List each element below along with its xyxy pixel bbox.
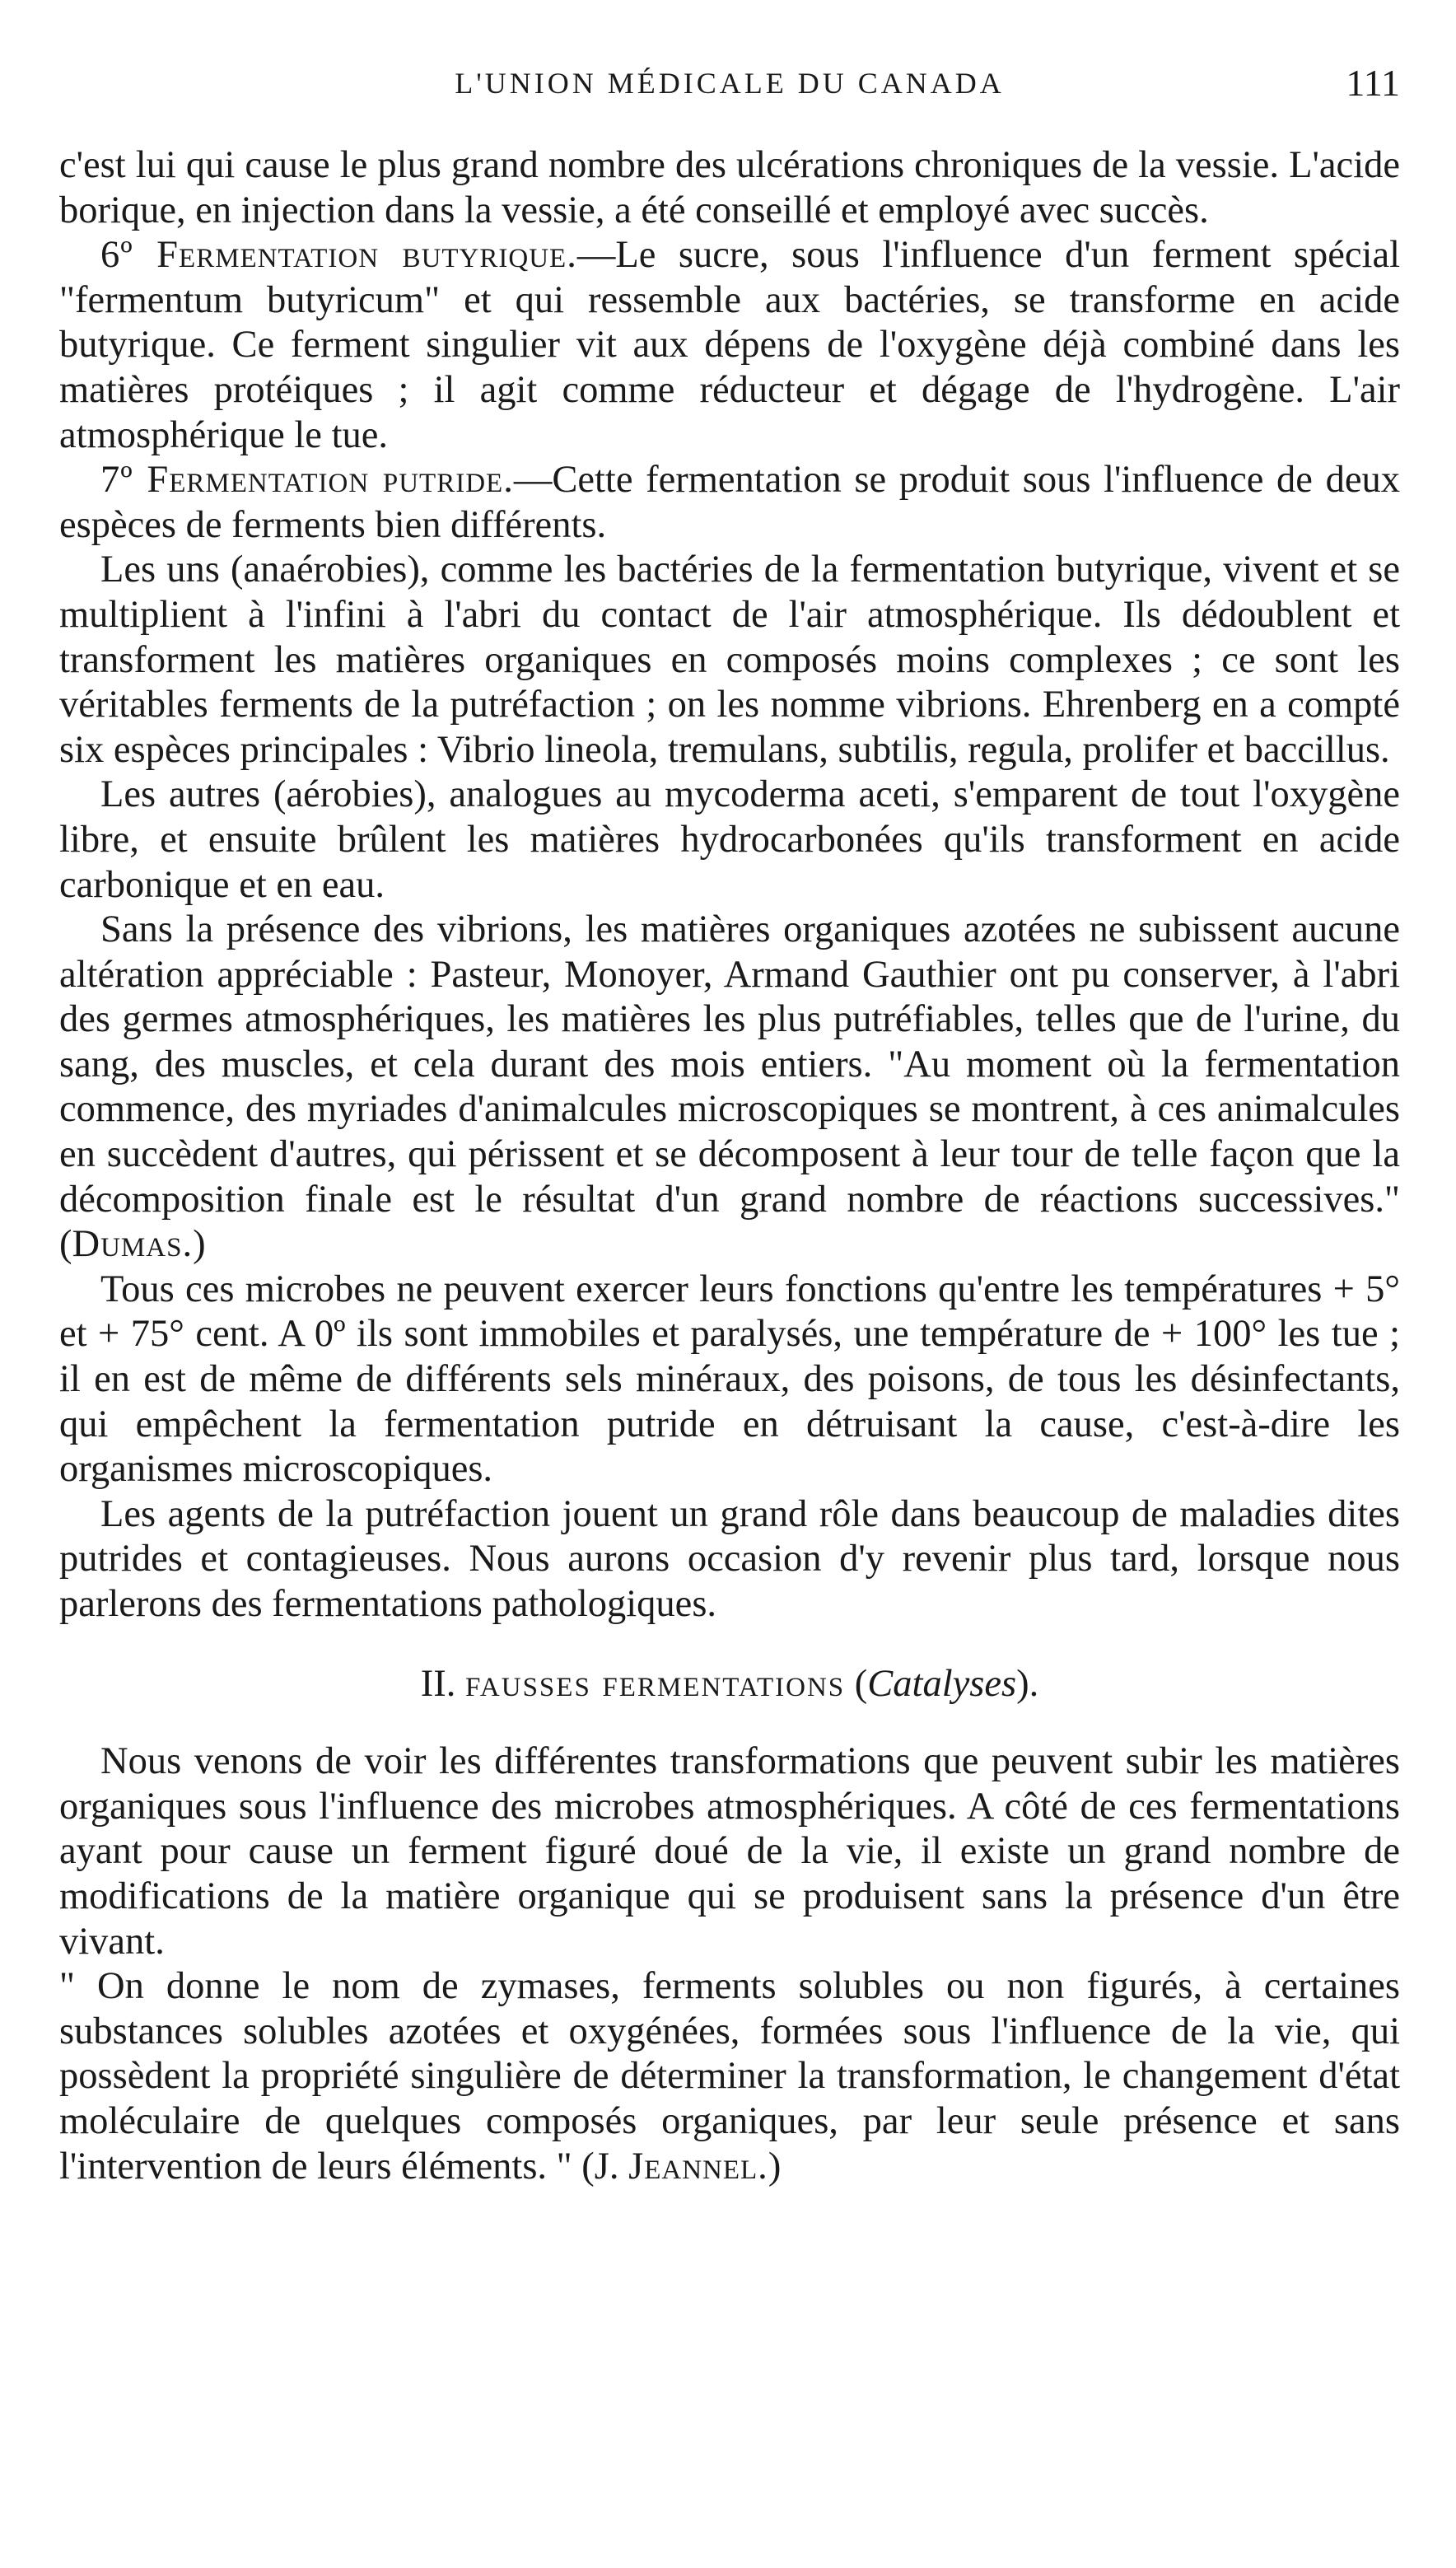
paragraph-vibrions <box>59 908 1400 1268</box>
citation-dumas-close: ) <box>193 1223 206 1266</box>
vibrions-text: Sans la présence des vibrions, les matières organiques azotées ne subissent aucune altération appréciable : Pasteur, Monoyer, Armand Gauthier ont pu conserver, à l'abri des germes atmosphériques, les matières les plus putréfiables, telles que de l'urine, du sang, des muscles, et cela durant des mois entiers. "Au moment où la fermentation commence, des myriades d'animalcules microscopiques se montrent, à ces animalcules en succèdent d'autres, qui périssent et se décomposent à leur tour de telle façon que la décomposition finale est le résultat d'un grand nombre de réactions successives." ( <box>59 908 1400 1266</box>
running-title: L'UNION MÉDICALE DU CANADA <box>455 67 1005 100</box>
paragraph-putrid-fermentation <box>59 458 1400 548</box>
section-heading <box>59 1662 1400 1707</box>
butyric-text: —Le sucre, sous l'influence d'un ferment spécial "fermentum butyricum" et qui ressemble aux bactéries, se transforme en acide butyrique. Ce ferment singulier vit aux dépens de l'oxygène déjà combiné dans les matières protéiques ; il agit comme réducteur et dégage de l'hydrogène. L'air atmosphérique le tue. <box>59 234 1400 456</box>
paragraph-bladder: c'est lui qui cause le plus grand nombre des ulcérations chroniques de la vessie. L'acide borique, en injection dans la vessie, a été conseillé et employé avec succès. <box>59 144 1400 231</box>
butyric-heading: 6º Fermentation butyrique. <box>100 234 577 277</box>
page-number: 111 <box>1346 62 1400 104</box>
paragraph-aerobes: Les autres (aérobies), analogues au mycoderma aceti, s'emparent de tout l'oxygène libre, et ensuite brûlent les matières hydrocarbonées qu'ils transforment en acide carbonique et en eau. <box>59 773 1400 906</box>
paragraph-anaerobes: Les uns (anaérobies), comme les bactéries de la fermentation butyrique, vivent et se multiplient à l'infini à l'abri du contact de l'air atmosphérique. Ils dédoublent et transforment les matières organiques en composés moins complexes ; ce sont les véritables ferments de la putréfaction ; on les nomme vibrions. Ehrenberg en a compté six espèces principales : Vibrio lineola, tremulans, subtilis, regula, prolifer et baccillus. <box>59 549 1400 771</box>
citation-jeannel: Jeannel. <box>628 2145 768 2187</box>
section-subtitle: Catalyses <box>867 1662 1017 1705</box>
paragraph-transformations: Nous venons de voir les différentes transformations que peuvent subir les matières organiques sous l'influence des microbes atmosphériques. A côté de ces fermentations ayant pour cause un ferment figuré doué de la vie, il existe un grand nombre de modifications de la matière organique qui se produisent sans la présence d'un être vivant. <box>59 1740 1400 1963</box>
paragraph-putrid-diseases: Les agents de la putréfaction jouent un grand rôle dans beaucoup de maladies dites putrides et contagieuses. Nous aurons occasion d'y revenir plus tard, lorsque nous parlerons des fermentations pathologiques. <box>59 1492 1400 1625</box>
putrid-text: —Cette fermentation se produit sous l'influence de deux espèces de ferments bien différents. <box>59 459 1401 546</box>
page-header <box>59 62 1400 120</box>
paragraph-zymases <box>59 1964 1400 2189</box>
section-numeral: II. <box>420 1662 456 1705</box>
section-subtitle-open: ( <box>854 1662 868 1705</box>
document-page <box>59 62 1401 2189</box>
section-subtitle-close: ). <box>1016 1662 1039 1705</box>
putrid-heading: 7º Fermentation putride. <box>100 459 514 502</box>
citation-dumas: Dumas. <box>72 1223 194 1266</box>
zymases-text: " On donne le nom de zymases, ferments solubles ou non figurés, à certaines substances solubles azotées et oxygénées, formées sous l'influence de la vie, qui possèdent la propriété singulière de déterminer la transformation, le changement d'état moléculaire de quelques composés organiques, par leur seule présence et sans l'intervention de leurs éléments. " (J. <box>59 1965 1400 2187</box>
citation-jeannel-close: ) <box>768 2145 782 2187</box>
paragraph-temperatures: Tous ces microbes ne peuvent exercer leurs fonctions qu'entre les températures + 5° et + 75° cent. A 0º ils sont immobiles et paralysés, une température de + 100° les tue ; il en est de même de différents sels minéraux, des poisons, de tous les désinfectants, qui empêchent la fermentation putride en détruisant la cause, c'est-à-dire les organismes microscopiques. <box>59 1268 1400 1491</box>
section-title: fausses fermentations <box>465 1662 846 1705</box>
paragraph-butyric-fermentation <box>59 233 1400 458</box>
